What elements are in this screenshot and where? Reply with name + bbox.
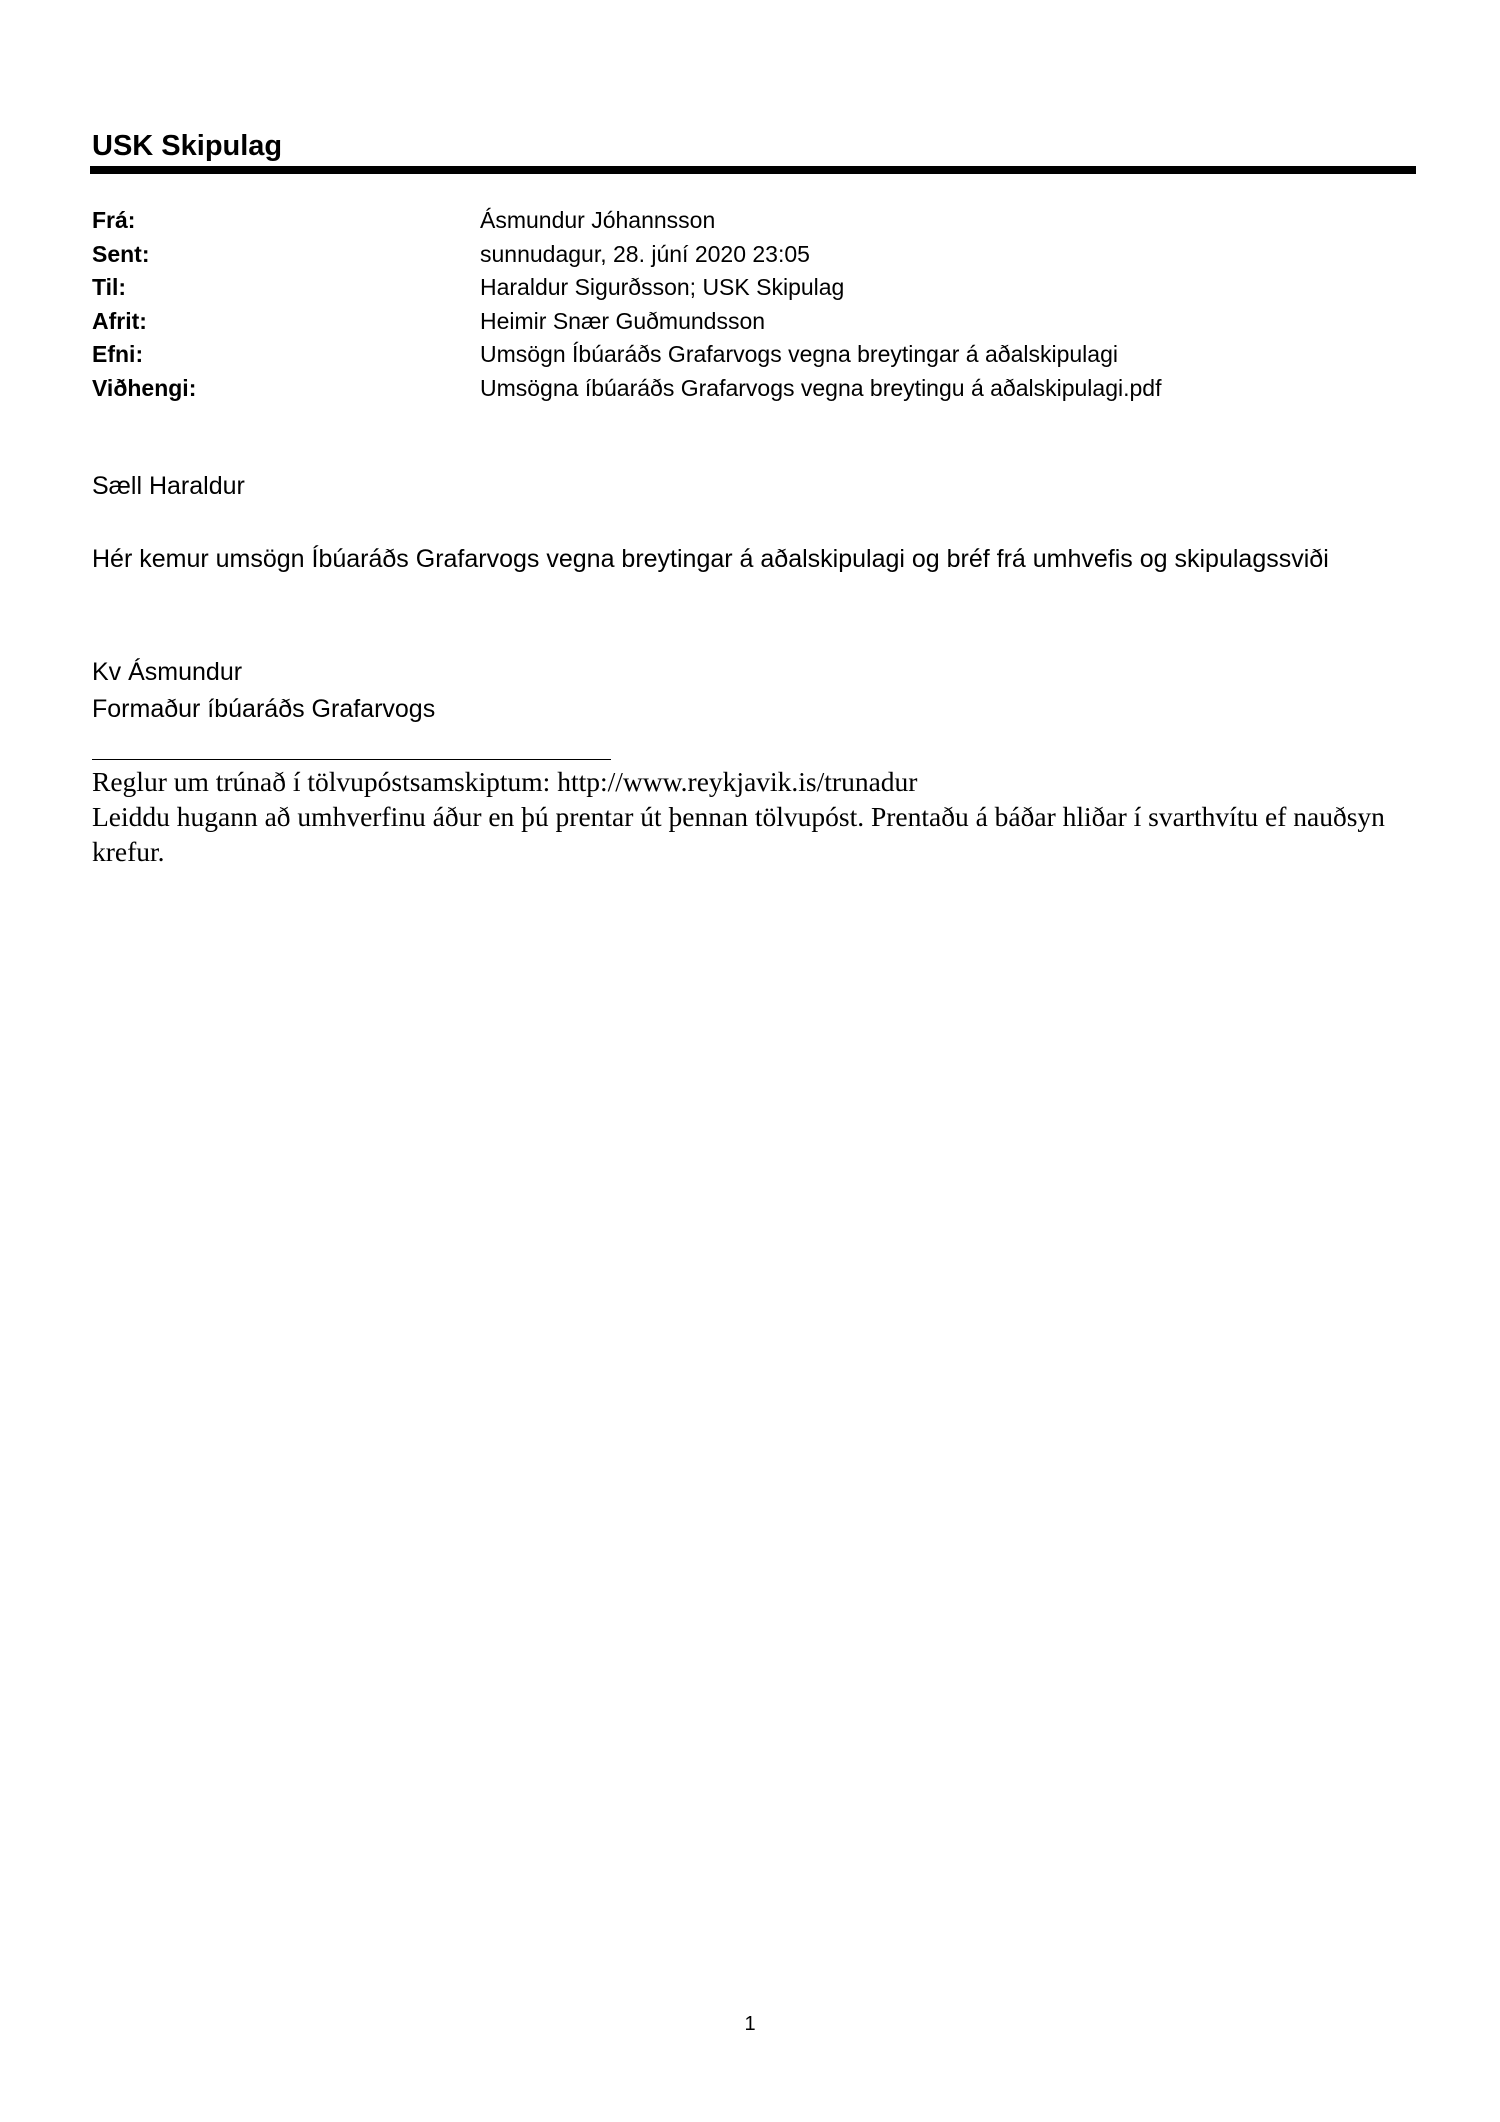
signature xyxy=(92,654,435,728)
header-value: Umsögn Íbúaráðs Grafarvogs vegna breytingar á aðalskipulagi xyxy=(480,341,1118,368)
title-divider xyxy=(90,166,1416,174)
footer-disclaimer xyxy=(92,764,1422,869)
header-value: sunnudagur, 28. júní 2020 23:05 xyxy=(480,240,810,267)
page-number: 1 xyxy=(744,2013,756,2035)
header-label: Afrit: xyxy=(92,307,147,334)
greeting: Sæll Haraldur xyxy=(92,472,245,500)
email-header xyxy=(92,204,1161,405)
header-label: Sent: xyxy=(92,240,150,267)
header-label: Til: xyxy=(92,274,127,301)
confidentiality-notice: Reglur um trúnað í tölvupóstsamskiptum: http://www.reykjavik.is/trunadur xyxy=(92,766,918,797)
header-label: Efni: xyxy=(92,341,144,368)
page-title: USK Skipulag xyxy=(92,130,283,162)
header-row-sent xyxy=(92,238,1161,272)
header-row-attachment xyxy=(92,372,1161,406)
header-label: Viðhengi: xyxy=(92,374,197,401)
signature-title: Formaður íbúaráðs Grafarvogs xyxy=(92,695,436,723)
message-body: Hér kemur umsögn Íbúaráðs Grafarvogs vegna breytingar á aðalskipulagi og bréf frá umhvefis og skipulagssviði xyxy=(92,545,1329,573)
footer-divider xyxy=(92,759,611,760)
header-row-from xyxy=(92,204,1161,238)
header-value: Haraldur Sigurðsson; USK Skipulag xyxy=(480,274,845,301)
header-label: Frá: xyxy=(92,207,136,234)
header-row-cc xyxy=(92,305,1161,339)
header-value: Heimir Snær Guðmundsson xyxy=(480,307,766,334)
print-notice: Leiddu hugann að umhverfinu áður en þú prentar út þennan tölvupóst. Prentaðu á báðar hliðar í svarthvítu ef nauðsyn krefur. xyxy=(92,801,1385,867)
signature-name: Kv Ásmundur xyxy=(92,658,243,686)
attachment-name: Umsögna íbúaráðs Grafarvogs vegna breytingu á aðalskipulagi.pdf xyxy=(480,374,1162,401)
header-value: Ásmundur Jóhannsson xyxy=(480,207,716,234)
header-row-to xyxy=(92,271,1161,305)
header-row-subject xyxy=(92,338,1161,372)
